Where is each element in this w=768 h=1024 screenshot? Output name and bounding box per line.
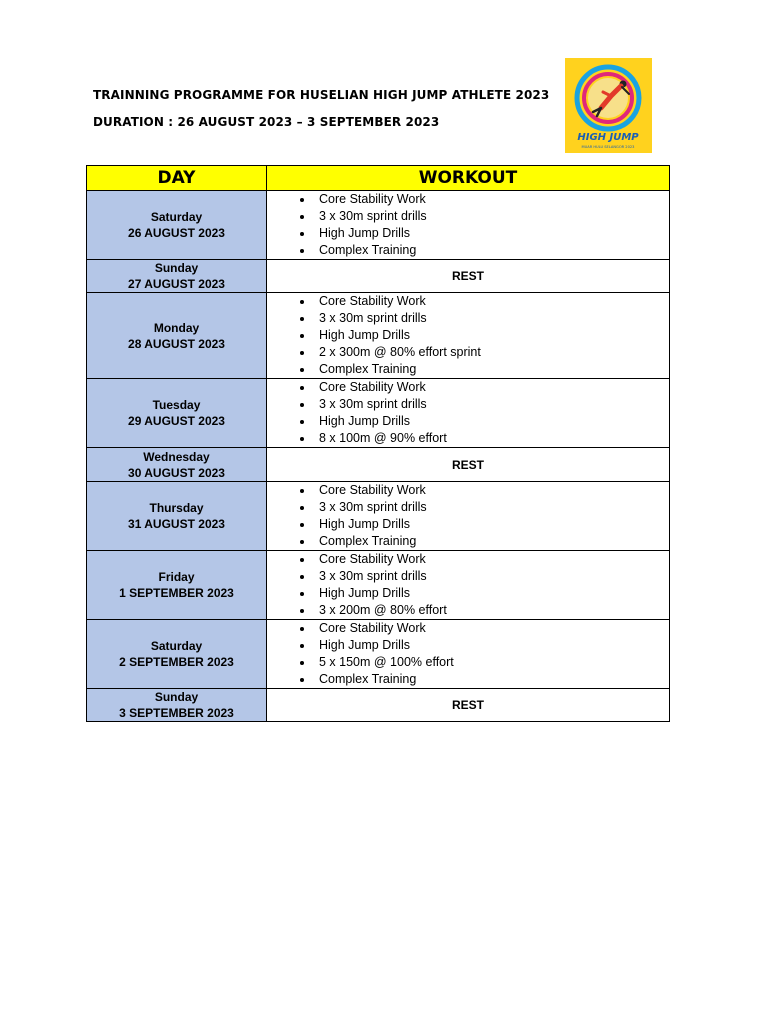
- day-column-header: DAY: [87, 166, 267, 191]
- workout-list: [267, 620, 669, 688]
- day-date: 1 SEPTEMBER 2023: [119, 586, 234, 600]
- workout-cell: [267, 379, 670, 448]
- workout-item: Complex Training: [267, 671, 669, 688]
- day-date: 2 SEPTEMBER 2023: [119, 655, 234, 669]
- rest-cell: REST: [267, 448, 670, 482]
- workout-item: High Jump Drills: [267, 225, 669, 242]
- workout-item: High Jump Drills: [267, 585, 669, 602]
- high-jump-logo: [565, 58, 652, 153]
- logo-subtext: MUAR HULU SELANGOR 2023: [581, 145, 635, 149]
- training-schedule-table: [86, 165, 670, 722]
- day-name: Saturday: [150, 639, 203, 653]
- day-cell: [87, 551, 267, 620]
- workout-cell: [267, 293, 670, 379]
- workout-column-header: WORKOUT: [267, 166, 670, 191]
- workout-list: [267, 293, 669, 378]
- day-name: Monday: [153, 320, 200, 335]
- table-header-row: [87, 166, 670, 191]
- workout-item: Core Stability Work: [267, 191, 669, 208]
- day-cell: [87, 260, 267, 293]
- table-row: [87, 620, 670, 689]
- workout-item: 5 x 150m @ 100% effort: [267, 654, 669, 671]
- workout-item: 3 x 30m sprint drills: [267, 499, 669, 516]
- table-row: [87, 689, 670, 722]
- workout-item: High Jump Drills: [267, 516, 669, 533]
- workout-cell: [267, 482, 670, 551]
- workout-item: Complex Training: [267, 533, 669, 550]
- high-jump-logo-graphic: [565, 58, 652, 153]
- day-name: Sunday: [154, 261, 199, 275]
- document-title: TRAINNING PROGRAMME FOR HUSELIAN HIGH JUMP ATHLETE 2023: [93, 88, 550, 102]
- day-cell: [87, 379, 267, 448]
- workout-item: High Jump Drills: [267, 327, 669, 344]
- workout-item: 3 x 30m sprint drills: [267, 396, 669, 413]
- table-row: [87, 379, 670, 448]
- day-date: 30 AUGUST 2023: [128, 465, 225, 480]
- day-cell: [87, 293, 267, 379]
- day-date: 3 SEPTEMBER 2023: [119, 706, 234, 720]
- workout-item: 3 x 200m @ 80% effort: [267, 602, 669, 619]
- workout-item: Core Stability Work: [267, 379, 669, 396]
- table-row: [87, 448, 670, 482]
- day-name: Tuesday: [152, 398, 201, 412]
- rest-cell: REST: [267, 260, 670, 293]
- workout-item: Core Stability Work: [267, 620, 669, 637]
- table-row: [87, 551, 670, 620]
- workout-cell: [267, 551, 670, 620]
- day-cell: [87, 482, 267, 551]
- workout-item: High Jump Drills: [267, 413, 669, 430]
- rest-cell: REST: [267, 689, 670, 722]
- workout-cell: [267, 620, 670, 689]
- workout-item: 8 x 100m @ 90% effort: [267, 430, 669, 447]
- day-cell: [87, 689, 267, 722]
- workout-list: [267, 482, 669, 550]
- workout-item: Core Stability Work: [267, 551, 669, 568]
- day-date: 31 AUGUST 2023: [128, 517, 225, 531]
- workout-item: High Jump Drills: [267, 637, 669, 654]
- workout-item: 3 x 30m sprint drills: [267, 208, 669, 225]
- workout-item: 3 x 30m sprint drills: [267, 568, 669, 585]
- day-name: Saturday: [150, 210, 203, 224]
- duration-line: DURATION : 26 AUGUST 2023 – 3 SEPTEMBER 2023: [93, 115, 440, 129]
- workout-list: [267, 379, 669, 447]
- day-name: Wednesday: [143, 449, 210, 464]
- workout-item: 2 x 300m @ 80% effort sprint: [267, 344, 669, 361]
- workout-cell: [267, 191, 670, 260]
- table-row: [87, 191, 670, 260]
- day-cell: [87, 191, 267, 260]
- table-row: [87, 482, 670, 551]
- workout-list: [267, 191, 669, 259]
- workout-item: 3 x 30m sprint drills: [267, 310, 669, 327]
- workout-item: Core Stability Work: [267, 482, 669, 499]
- day-cell: [87, 620, 267, 689]
- table-row: [87, 293, 670, 379]
- workout-item: Complex Training: [267, 361, 669, 378]
- day-name: Sunday: [154, 690, 199, 704]
- workout-item: Complex Training: [267, 242, 669, 259]
- workout-item: Core Stability Work: [267, 293, 669, 310]
- day-date: 29 AUGUST 2023: [128, 414, 225, 428]
- day-name: Thursday: [149, 501, 204, 515]
- table-row: [87, 260, 670, 293]
- day-cell: [87, 448, 267, 482]
- day-date: 28 AUGUST 2023: [128, 336, 225, 351]
- day-date: 27 AUGUST 2023: [128, 277, 225, 291]
- day-name: Friday: [158, 570, 195, 584]
- workout-list: [267, 551, 669, 619]
- logo-text: HIGH JUMP: [577, 132, 639, 143]
- day-date: 26 AUGUST 2023: [128, 226, 225, 240]
